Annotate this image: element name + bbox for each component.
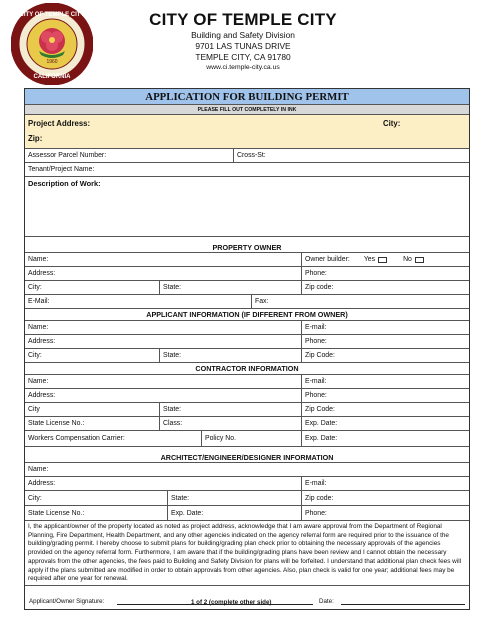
contractor-phone-field[interactable]: Phone: bbox=[301, 389, 469, 402]
city-state-zip: TEMPLE CITY, CA 91780 bbox=[195, 52, 291, 62]
city-seal-logo bbox=[11, 3, 93, 85]
applicant-state-field[interactable]: State: bbox=[159, 349, 301, 362]
applicant-name-field[interactable]: Name: bbox=[28, 324, 49, 331]
project-city-field[interactable]: City: bbox=[383, 119, 401, 128]
city-title: CITY OF TEMPLE CITY bbox=[149, 10, 337, 29]
architect-zip-field[interactable]: Zip code: bbox=[301, 491, 469, 505]
contractor-state-field[interactable]: State: bbox=[159, 403, 301, 416]
owner-row-4 bbox=[25, 295, 469, 309]
owner-phone-field[interactable]: Phone: bbox=[301, 267, 469, 280]
contractor-name-field[interactable]: Name: bbox=[28, 378, 49, 385]
apn-field[interactable]: Assessor Parcel Number: bbox=[28, 152, 107, 159]
owner-builder-yes-label: Yes bbox=[363, 256, 376, 263]
letterhead bbox=[130, 10, 356, 73]
contractor-row-1 bbox=[25, 375, 469, 389]
architect-license-field[interactable]: State License No.: bbox=[28, 509, 85, 517]
form-title: APPLICATION FOR BUILDING PERMIT bbox=[25, 89, 469, 105]
owner-fax-field[interactable]: Fax: bbox=[251, 295, 469, 308]
tenant-field[interactable]: Tenant/Project Name: bbox=[28, 166, 95, 173]
applicant-declaration: I, the applicant/owner of the property located as noted as project address, acknowledge that I am aware approval from the Department of Regional Planning, Fire Department, Health Department, and any other agencies indicated on the agency referral form are required prior to the issuance of the building/grading permit. I hereby choose to submit plans for building/grading plan check prior to obtaining the necessary approvals of the agencies provided on the agency referral form. Furthermore, I am aware that if the building/grading plans have been review and I cannot obtain the necessary approvals from the other agencies, the fees paid to Building and Safety Division for plans will be forfeited. I understand that additional plan check fees will apply if the plans submitted are modified in order to obtain approvals from other agencies. Also, plan check is valid for one year; additional fees may be required after one year for renewal. bbox=[25, 521, 469, 586]
owner-row-3 bbox=[25, 281, 469, 295]
page-footer: 1 of 2 (complete other side) bbox=[191, 599, 272, 606]
applicant-row-1 bbox=[25, 321, 469, 335]
contractor-city-field[interactable]: City bbox=[28, 406, 40, 413]
description-label: Description of Work: bbox=[28, 179, 101, 188]
workers-comp-carrier-field[interactable]: Workers Compensation Carrier: bbox=[28, 435, 125, 442]
owner-builder-yes-checkbox[interactable] bbox=[378, 257, 387, 263]
project-zip-field[interactable]: Zip: bbox=[28, 134, 43, 143]
policy-number-field[interactable]: Policy No. bbox=[201, 431, 301, 446]
architect-exp-date-field[interactable]: Exp. Date: bbox=[167, 506, 301, 520]
date-line[interactable] bbox=[341, 604, 465, 605]
form-instructions: PLEASE FILL OUT COMPLETELY IN INK bbox=[25, 105, 469, 115]
contractor-zip-field[interactable]: Zip Code: bbox=[301, 403, 469, 416]
contractor-row-5 bbox=[25, 431, 469, 447]
architect-city-field[interactable]: City: bbox=[28, 494, 42, 502]
contractor-row-2 bbox=[25, 389, 469, 403]
owner-builder-no-label: No bbox=[403, 256, 412, 263]
contractor-email-field[interactable]: E-mail: bbox=[301, 375, 469, 388]
tenant-row bbox=[25, 163, 469, 177]
parcel-row bbox=[25, 149, 469, 163]
owner-builder-no-checkbox[interactable] bbox=[415, 257, 424, 263]
owner-city-field[interactable]: City: bbox=[28, 284, 42, 291]
contractor-row-4 bbox=[25, 417, 469, 431]
cross-street-field[interactable]: Cross-St: bbox=[233, 149, 469, 162]
owner-row-1 bbox=[25, 253, 469, 267]
owner-builder-field: Owner builder: Yes No bbox=[301, 253, 469, 266]
website-link[interactable]: www.ci.temple-city.ca.us bbox=[206, 64, 280, 71]
owner-state-field[interactable]: State: bbox=[159, 281, 301, 294]
owner-row-2 bbox=[25, 267, 469, 281]
architect-address-field[interactable]: Address: bbox=[28, 480, 56, 487]
contractor-row-3 bbox=[25, 403, 469, 417]
owner-email-field[interactable]: E-Mail: bbox=[28, 298, 50, 305]
project-address-field[interactable]: Project Address: bbox=[28, 119, 91, 128]
owner-name-field[interactable]: Name: bbox=[28, 256, 49, 263]
applicant-phone-field[interactable]: Phone: bbox=[301, 335, 469, 348]
contractor-class-field[interactable]: Class: bbox=[159, 417, 301, 430]
applicant-row-2 bbox=[25, 335, 469, 349]
contractor-exp-date-field[interactable]: Exp. Date: bbox=[301, 417, 469, 430]
applicant-zip-field[interactable]: Zip Code: bbox=[301, 349, 469, 362]
owner-zip-field[interactable]: Zip code: bbox=[301, 281, 469, 294]
architect-phone-field[interactable]: Phone: bbox=[301, 506, 469, 520]
applicant-row-3 bbox=[25, 349, 469, 363]
applicant-address-field[interactable]: Address: bbox=[28, 338, 56, 345]
street-address: 9701 LAS TUNAS DRIVE bbox=[195, 41, 291, 51]
description-field[interactable] bbox=[25, 177, 469, 237]
section-architect: ARCHITECT/ENGINEER/DESIGNER INFORMATION bbox=[25, 447, 469, 463]
permit-application-form bbox=[24, 88, 470, 610]
signature-label: Applicant/Owner Signature: bbox=[29, 598, 105, 605]
section-property-owner: PROPERTY OWNER bbox=[25, 237, 469, 253]
architect-row-1 bbox=[25, 463, 469, 477]
svg-text:1960: 1960 bbox=[46, 59, 58, 65]
architect-email-field[interactable]: E-mail: bbox=[301, 477, 469, 490]
applicant-email-field[interactable]: E-mail: bbox=[301, 321, 469, 334]
contractor-address-field[interactable]: Address: bbox=[28, 392, 56, 399]
date-label: Date: bbox=[319, 598, 334, 605]
workers-comp-exp-date-field[interactable]: Exp. Date: bbox=[301, 431, 469, 446]
section-applicant: APPLICANT INFORMATION (IF DIFFERENT FROM OWNER) bbox=[25, 309, 469, 321]
signature-row bbox=[25, 586, 469, 609]
architect-state-field[interactable]: State: bbox=[167, 491, 301, 505]
contractor-license-field[interactable]: State License No.: bbox=[28, 420, 85, 427]
svg-text:CITY OF TEMPLE CITY: CITY OF TEMPLE CITY bbox=[19, 12, 85, 18]
architect-row-2 bbox=[25, 477, 469, 491]
owner-address-field[interactable]: Address: bbox=[28, 270, 56, 277]
architect-row-4 bbox=[25, 506, 469, 521]
architect-row-3 bbox=[25, 491, 469, 506]
division-name: Building and Safety Division bbox=[191, 30, 295, 40]
project-section[interactable] bbox=[25, 115, 469, 149]
applicant-city-field[interactable]: City: bbox=[28, 352, 42, 359]
section-contractor: CONTRACTOR INFORMATION bbox=[25, 363, 469, 375]
svg-text:CALIFORNIA: CALIFORNIA bbox=[33, 74, 71, 80]
architect-name-field[interactable]: Name: bbox=[28, 466, 49, 473]
